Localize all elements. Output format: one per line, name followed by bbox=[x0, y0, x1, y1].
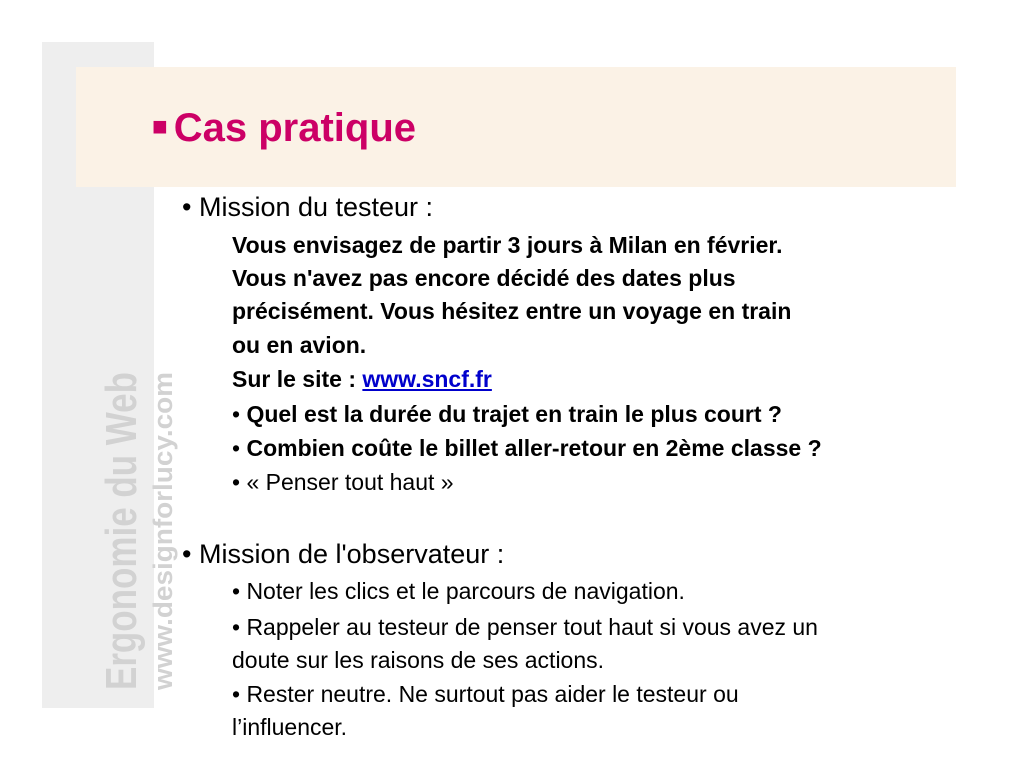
scenario-line: Vous envisagez de partir 3 jours à Milan en février. bbox=[232, 232, 783, 258]
observer-line: l’influencer. bbox=[232, 714, 348, 740]
bullet: • bbox=[232, 435, 247, 461]
bullet: • bbox=[232, 401, 247, 427]
observer-line: • Rester neutre. Ne surtout pas aider le testeur ou bbox=[232, 681, 739, 707]
scenario-line: précisément. Vous hésitez entre un voyage en train bbox=[232, 298, 792, 324]
sidebar-title: Ergonomie du Web bbox=[97, 289, 146, 690]
site-label: Sur le site : bbox=[232, 366, 356, 392]
tester-heading: • Mission du testeur : bbox=[182, 192, 434, 222]
site-line bbox=[232, 366, 492, 393]
question-text: Quel est la durée du trajet en train le plus court ? bbox=[246, 401, 782, 427]
observer-line: • Rappeler au testeur de penser tout haut si vous avez un bbox=[232, 614, 818, 640]
question-item bbox=[232, 435, 822, 462]
title-text: Cas pratique bbox=[173, 106, 417, 150]
question-text: Combien coûte le billet aller-retour en 2ème classe ? bbox=[246, 435, 822, 461]
observer-line: • Noter les clics et le parcours de navigation. bbox=[232, 578, 685, 604]
observer-line: doute sur les raisons de ses actions. bbox=[232, 647, 605, 673]
scenario-line: Vous n'avez pas encore décidé des dates plus bbox=[232, 265, 736, 291]
question-item bbox=[232, 401, 782, 428]
think-aloud-item: • « Penser tout haut » bbox=[232, 469, 454, 495]
title-bullet: ■ bbox=[152, 111, 168, 141]
observer-heading: • Mission de l'observateur : bbox=[182, 539, 505, 569]
scenario-line: ou en avion. bbox=[232, 332, 367, 358]
sidebar-subtitle: www.designforlucy.com bbox=[148, 382, 178, 690]
sncf-link[interactable]: www.sncf.fr bbox=[362, 366, 492, 392]
